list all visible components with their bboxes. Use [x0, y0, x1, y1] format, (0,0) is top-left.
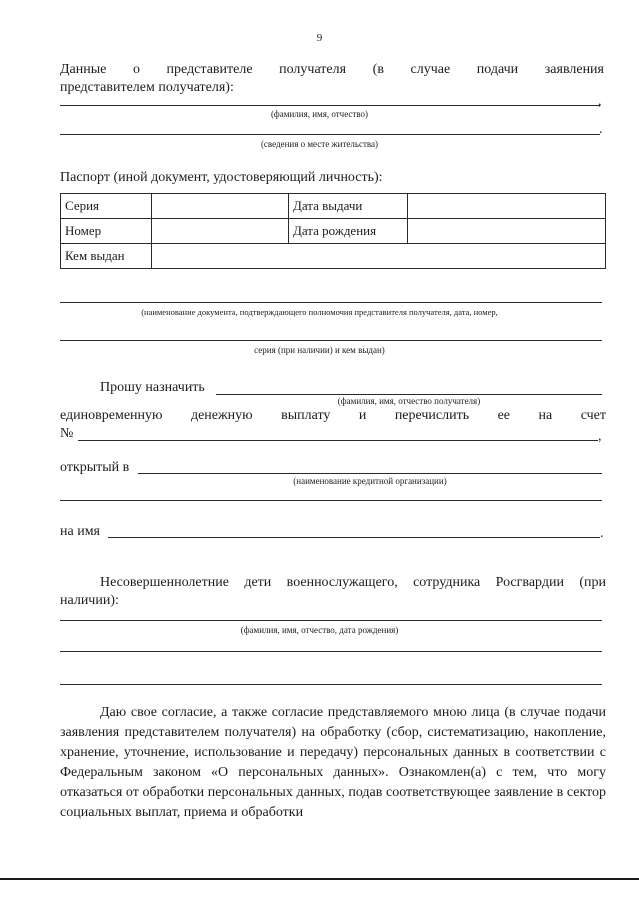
period-mark: .: [599, 122, 603, 137]
opened-in-label: открытый в: [60, 460, 130, 475]
request-word: счет: [580, 408, 606, 423]
representative-heading-line1: [60, 62, 604, 78]
representative-fio-line: [60, 105, 600, 106]
passport-row-number: [61, 219, 606, 244]
request-word: единовременную: [60, 408, 163, 423]
number-label: Номер: [61, 219, 152, 244]
request-word: перечислить: [394, 408, 470, 423]
passport-table: [60, 193, 606, 269]
account-line: [78, 440, 598, 441]
authority-doc-line1: [60, 302, 602, 303]
request-word: на: [538, 408, 553, 423]
children-line3: [60, 684, 602, 685]
number-value: [152, 219, 289, 244]
request-prefix: Прошу назначить: [100, 380, 205, 395]
request-word: выплату: [281, 408, 331, 423]
series-label: Серия: [61, 194, 152, 219]
birth-date-label: Дата рождения: [289, 219, 408, 244]
request-word: и: [358, 408, 367, 423]
on-name-line: [108, 537, 600, 538]
bank-line2: [60, 500, 602, 501]
request-word: денежную: [190, 408, 253, 423]
authority-doc-line2: [60, 340, 602, 341]
bank-caption: (наименование кредитной организации): [293, 476, 447, 486]
period-mark: .: [600, 526, 604, 541]
representative-fio-caption: (фамилия, имя, отчество): [270, 109, 369, 119]
issued-by-value: [152, 244, 606, 269]
request-sentence: [60, 408, 606, 424]
comma-mark: ,: [598, 94, 602, 109]
bank-line: [138, 473, 602, 474]
representative-residence-line: [60, 134, 600, 135]
request-word: ее: [497, 408, 511, 423]
issue-date-label: Дата выдачи: [289, 194, 408, 219]
birth-date-value: [408, 219, 606, 244]
children-line1: [60, 620, 602, 621]
comma-mark: ,: [598, 429, 602, 444]
consent-paragraph: Даю свое согласие, а также согласие представляемого мною лица (в случае подачи заявления представителем получателя) на обработку (сбор, систематизацию, накопление, хранение, уточнение, использование и передачу) персональных данных в соответствии с Федеральным законом «О персональных данных». Ознакомлен(а) с тем, что могу отказаться от обработки персональных данных, подав соответствующее заявление в сектор социальных выплат, приема и обработки: [60, 705, 606, 820]
series-value: [152, 194, 289, 219]
request-fio-line: [216, 394, 602, 395]
page-number: 9: [316, 32, 323, 44]
passport-row-series: [61, 194, 606, 219]
scan-bottom-edge: [0, 878, 639, 880]
representative-heading-line2: представителем получателя):: [60, 80, 234, 95]
representative-heading-text: Данные о представителе получателя (в случае подачи заявления: [60, 62, 604, 77]
passport-heading: Паспорт (иной документ, удостоверяющий личность):: [60, 170, 383, 185]
children-caption: (фамилия, имя, отчество, дата рождения): [240, 625, 399, 635]
passport-row-issued-by: [61, 244, 606, 269]
issued-by-label: Кем выдан: [61, 244, 152, 269]
authority-doc-caption2: серия (при наличии) и кем выдан): [254, 345, 385, 355]
children-heading-line2: наличии):: [60, 593, 119, 608]
representative-residence-caption: (сведения о месте жительства): [260, 139, 379, 149]
account-prefix: №: [60, 426, 74, 441]
children-heading-line1: Несовершеннолетние дети военнослужащего, сотрудника Росгвардии (при: [100, 575, 606, 590]
issue-date-value: [408, 194, 606, 219]
authority-doc-caption1: (наименование документа, подтверждающего полномочия представителя получателя, дата, номер,: [141, 307, 498, 317]
request-fio-caption: (фамилия, имя, отчество получателя): [337, 396, 481, 406]
children-line2: [60, 651, 602, 652]
on-name-label: на имя: [60, 524, 100, 539]
